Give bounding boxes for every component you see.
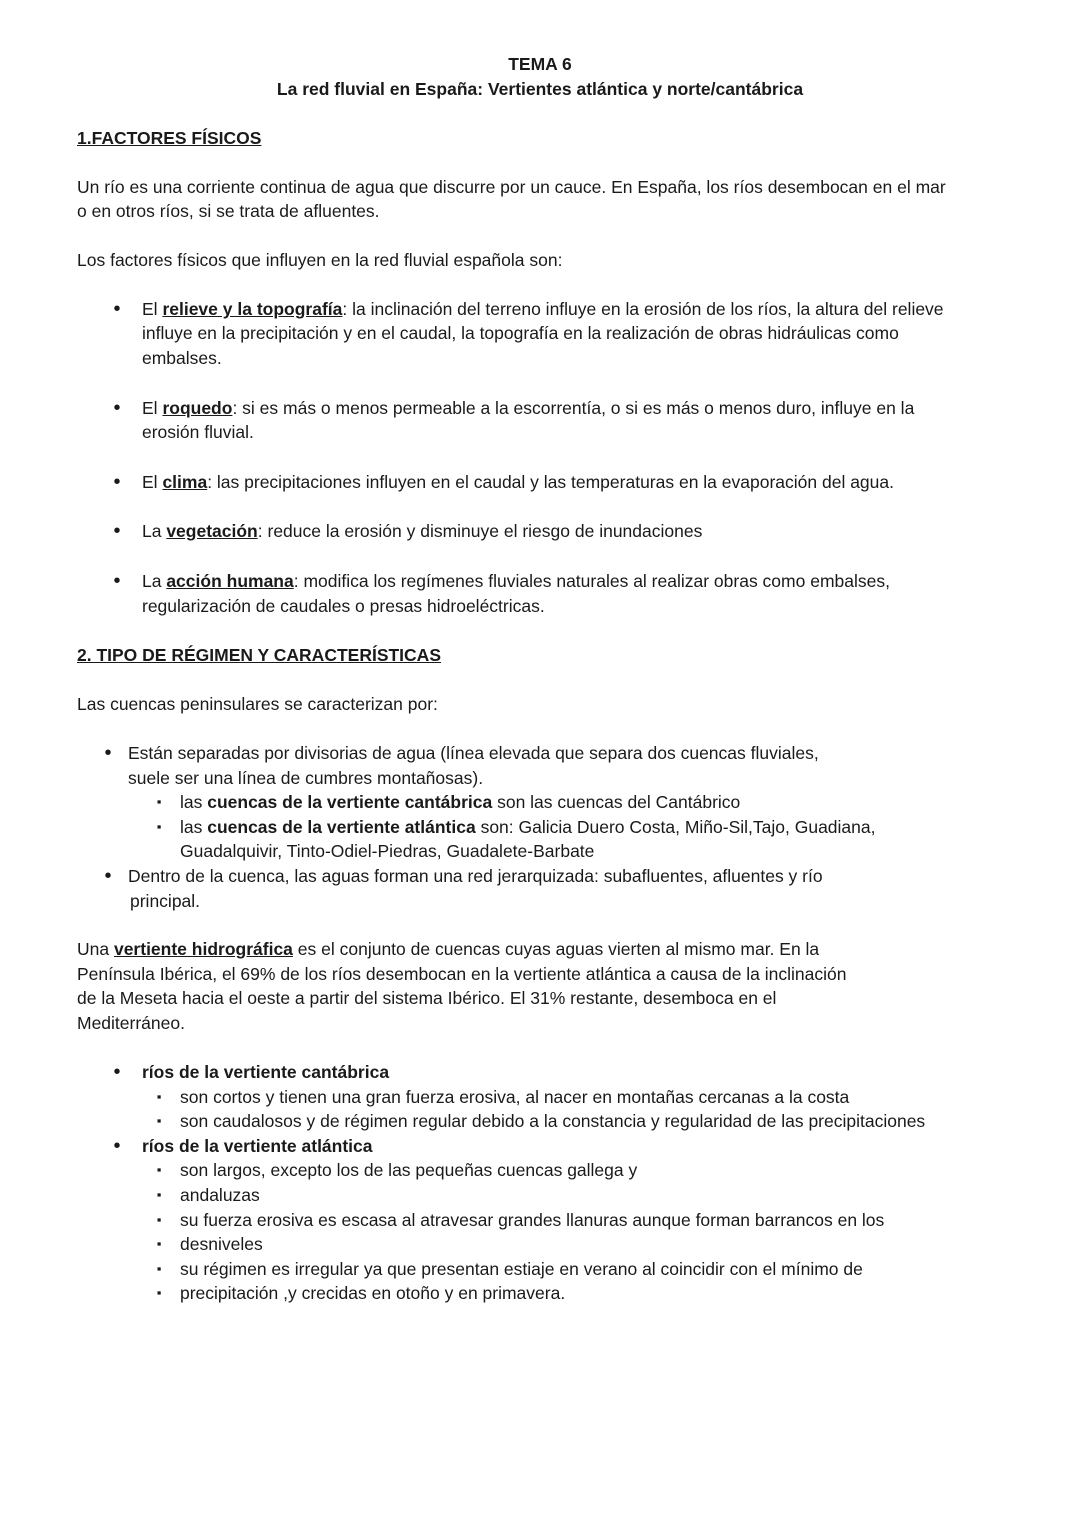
- atlantica-item: andaluzas: [180, 1185, 260, 1205]
- factor-article: La: [142, 571, 167, 591]
- sub-text: son: Galicia Duero Costa, Miño-Sil,Tajo, Guadiana,: [475, 817, 876, 837]
- section1-heading: 1.FACTORES FÍSICOS: [77, 128, 262, 148]
- bullet-icon: •: [104, 865, 112, 887]
- vert-term: vertiente hidrográfica: [113, 939, 293, 959]
- factor-text: : la inclinación del terreno influye en la erosión de los ríos, la altura del relieve: [342, 299, 944, 319]
- section2-lead: Las cuencas peninsulares se caracterizan por:: [77, 694, 438, 714]
- sub-text: son las cuencas del Cantábrico: [492, 792, 741, 812]
- factor-article: La: [142, 521, 167, 541]
- factor-text: : reduce la erosión y disminuye el riesgo de inundaciones: [257, 521, 703, 541]
- sub-text: las: [180, 792, 208, 812]
- vert-text: es el conjunto de cuencas cuyas aguas vierten al mismo mar. En la: [292, 939, 820, 959]
- atlantica-item: desniveles: [180, 1234, 263, 1254]
- cantabrica-item: son caudalosos y de régimen regular debido a la constancia y regularidad de las precipitaciones: [180, 1111, 926, 1131]
- square-bullet-icon: ▪: [156, 1261, 162, 1276]
- section1-lead: Los factores físicos que influyen en la red fluvial española son:: [77, 250, 563, 270]
- bullet-icon: •: [104, 742, 112, 764]
- square-bullet-icon: ▪: [156, 1089, 162, 1104]
- sub-bold: cuencas de la vertiente atlántica: [207, 817, 476, 837]
- section2-bullet2-line2: principal.: [130, 891, 201, 911]
- vertiente-line3: de la Meseta hacia el oeste a partir del sistema Ibérico. El 31% restante, desemboca en el: [77, 988, 777, 1008]
- atlantica-item: precipitación ,y crecidas en otoño y en primavera.: [180, 1283, 566, 1303]
- cuencas-atlantica-line1: [180, 815, 875, 840]
- vert-text: Una: [77, 939, 114, 959]
- square-bullet-icon: ▪: [156, 1162, 162, 1177]
- rios-cantabrica-heading: ríos de la vertiente cantábrica: [142, 1062, 390, 1082]
- factor-term: relieve y la topografía: [162, 299, 343, 319]
- section1-intro-line2: o en otros ríos, si se trata de afluentes.: [77, 201, 380, 221]
- square-bullet-icon: ▪: [156, 1285, 162, 1300]
- square-bullet-icon: ▪: [156, 819, 162, 834]
- document-title: TEMA 6: [508, 54, 572, 74]
- factor-accion-line1: [142, 569, 890, 594]
- atlantica-item: su fuerza erosiva es escasa al atravesar grandes llanuras aunque forman barrancos en los: [180, 1210, 885, 1230]
- factor-relieve-line3: embalses.: [142, 348, 222, 368]
- vertiente-line2: Península Ibérica, el 69% de los ríos desembocan en la vertiente atlántica a causa de la inclinación: [77, 964, 847, 984]
- cantabrica-item: son cortos y tienen una gran fuerza erosiva, al nacer en montañas cercanas a la costa: [180, 1087, 850, 1107]
- factor-roquedo-line1: [142, 396, 914, 421]
- bullet-icon: •: [113, 1061, 121, 1083]
- factor-text: : si es más o menos permeable a la escorrentía, o si es más o menos duro, influye en la: [232, 398, 915, 418]
- atlantica-item: su régimen es irregular ya que presentan estiaje en verano al coincidir con el mínimo de: [180, 1259, 863, 1279]
- bullet-icon: •: [113, 298, 121, 320]
- factor-text: : modifica los regímenes fluviales naturales al realizar obras como embalses,: [293, 571, 890, 591]
- factor-term: roquedo: [162, 398, 233, 418]
- cuencas-atlantica-line2: Guadalquivir, Tinto-Odiel-Piedras, Guadalete-Barbate: [180, 841, 595, 861]
- section2-heading: 2. TIPO DE RÉGIMEN Y CARACTERÍSTICAS: [77, 645, 441, 665]
- bullet-icon: •: [113, 1135, 121, 1157]
- rios-atlantica-heading: ríos de la vertiente atlántica: [142, 1136, 373, 1156]
- factor-vegetacion-line1: [142, 519, 702, 544]
- section1-intro-line1: Un río es una corriente continua de agua que discurre por un cauce. En España, los ríos desembocan en el mar: [77, 177, 946, 197]
- factor-term: clima: [162, 472, 208, 492]
- square-bullet-icon: ▪: [156, 1236, 162, 1251]
- bullet-icon: •: [113, 471, 121, 493]
- section2-bullet2-line1: Dentro de la cuenca, las aguas forman una red jerarquizada: subafluentes, afluentes y río: [128, 866, 823, 886]
- square-bullet-icon: ▪: [156, 1212, 162, 1227]
- square-bullet-icon: ▪: [156, 1187, 162, 1202]
- document-subtitle: La red fluvial en España: Vertientes atlántica y norte/cantábrica: [276, 79, 804, 99]
- factor-accion-line2: regularización de caudales o presas hidroeléctricas.: [142, 596, 545, 616]
- vertiente-line4: Mediterráneo.: [77, 1013, 185, 1033]
- factor-clima-line1: [142, 470, 894, 495]
- section2-bullet1-line2: suele ser una línea de cumbres montañosas).: [128, 768, 484, 788]
- factor-relieve-line1: [142, 297, 944, 322]
- factor-relieve-line2: influye en la precipitación y en el caudal, la topografía en la realización de obras hidráulicas como: [142, 323, 899, 343]
- atlantica-item: son largos, excepto los de las pequeñas cuencas gallega y: [180, 1160, 638, 1180]
- cuencas-cantabrica-line: [180, 790, 740, 815]
- bullet-icon: •: [113, 570, 121, 592]
- bullet-icon: •: [113, 397, 121, 419]
- section2-bullet1-line1: Están separadas por divisorias de agua (línea elevada que separa dos cuencas fluviales,: [128, 743, 819, 763]
- factor-article: El: [142, 398, 163, 418]
- factor-roquedo-line2: erosión fluvial.: [142, 422, 254, 442]
- factor-article: El: [142, 299, 163, 319]
- factor-term: vegetación: [166, 521, 258, 541]
- sub-text: las: [180, 817, 208, 837]
- factor-article: El: [142, 472, 163, 492]
- vertiente-line1: [77, 937, 819, 962]
- square-bullet-icon: ▪: [156, 1113, 162, 1128]
- factor-term: acción humana: [166, 571, 294, 591]
- factor-text: : las precipitaciones influyen en el caudal y las temperaturas en la evaporación del agua.: [207, 472, 894, 492]
- bullet-icon: •: [113, 520, 121, 542]
- sub-bold: cuencas de la vertiente cantábrica: [207, 792, 493, 812]
- square-bullet-icon: ▪: [156, 794, 162, 809]
